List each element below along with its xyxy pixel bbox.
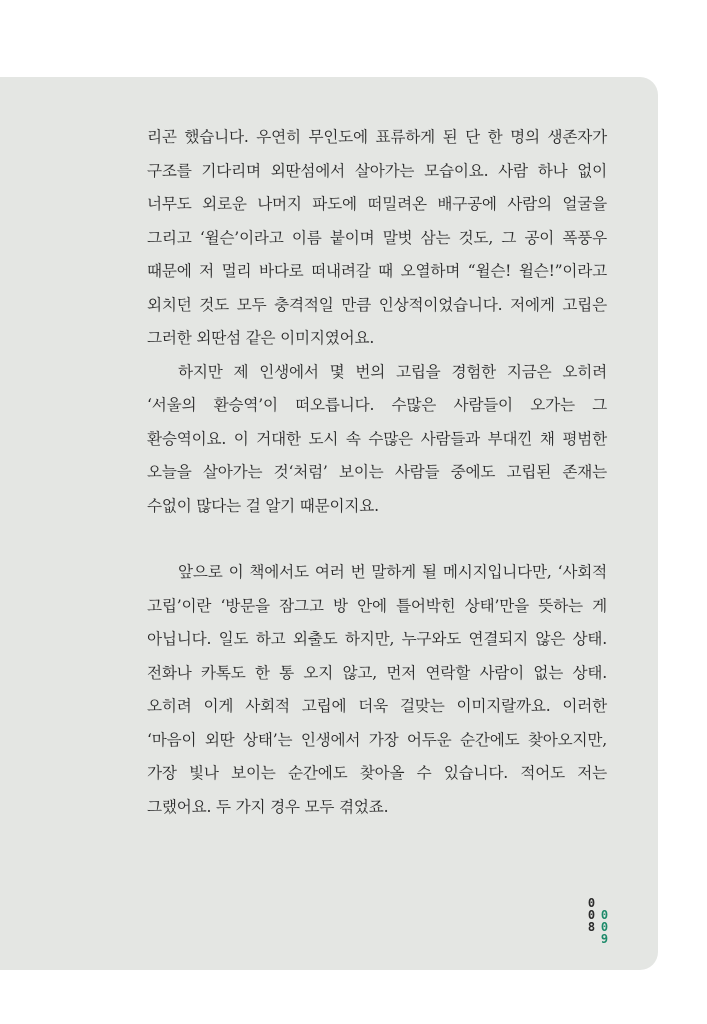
page-number — [587, 897, 609, 945]
body-text — [147, 121, 607, 824]
page-number-right-digit: 0 — [600, 908, 609, 922]
paragraph-1: 리곤 했습니다. 우연히 무인도에 표류하게 된 단 한 명의 생존자가 구조를 기다리며 외딴섬에서 살아가는 모습이요. 사람 하나 없이 너무도 외로운 나머지 파도에 떠밀려온 배구공에 사람의 얼굴을 그리고 ‘윌슨’이라고 이름 붙이며 말벗 삼는 것도, 그 공이 폭풍우 때문에 저 멀리 바다로 떠내려갈 때 오열하며 “윌슨! 윌슨!”이라고 외치던 것도 모두 충격적일 만큼 인상적이었습니다. 저에게 고립은 그러한 외딴섬 같은 이미지였어요. — [147, 128, 607, 347]
page-number-left — [587, 897, 596, 945]
page-number-right — [600, 897, 609, 945]
page-number-left-digit: 0 — [587, 896, 596, 910]
paragraph-3: 앞으로 이 책에서도 여러 번 말하게 될 메시지입니다만, ‘사회적 고립’이란 ‘방문을 잠그고 방 안에 틀어박힌 상태’만을 뜻하는 게 아닙니다. 일도 하고 외출도 하지만, 누구와도 연결되지 않은 상태. 전화나 카톡도 한 통 오지 않고, 먼저 연락할 사람이 없는 상태. 오히려 이게 사회적 고립에 더욱 걸맞는 이미지랄까요. 이러한 ‘마음이 외딴 상태’는 인생에서 가장 어두운 순간에도 찾아오지만, 가장 빛나 보이는 순간에도 찾아올 수 있습니다. 적어도 저는 그랬어요. 두 가지 경우 모두 겪었죠. — [147, 563, 607, 816]
page-number-left-digit: 0 — [587, 908, 596, 922]
paragraph-gap — [147, 523, 607, 556]
paragraph-2: 하지만 제 인생에서 몇 번의 고립을 경험한 지금은 오히려 ‘서울의 환승역’이 떠오릅니다. 수많은 사람들이 오가는 그 환승역이요. 이 거대한 도시 속 수많은 사람들과 부대낀 채 평범한 오늘을 살아가는 것‘처럼’ 보이는 사람들 중에도 고립된 존재는 수없이 많다는 걸 알기 때문이지요. — [147, 362, 607, 515]
page-number-left-digit: 8 — [587, 920, 596, 934]
page-number-right-digit: 9 — [600, 932, 609, 946]
page-number-right-digit: 0 — [600, 920, 609, 934]
